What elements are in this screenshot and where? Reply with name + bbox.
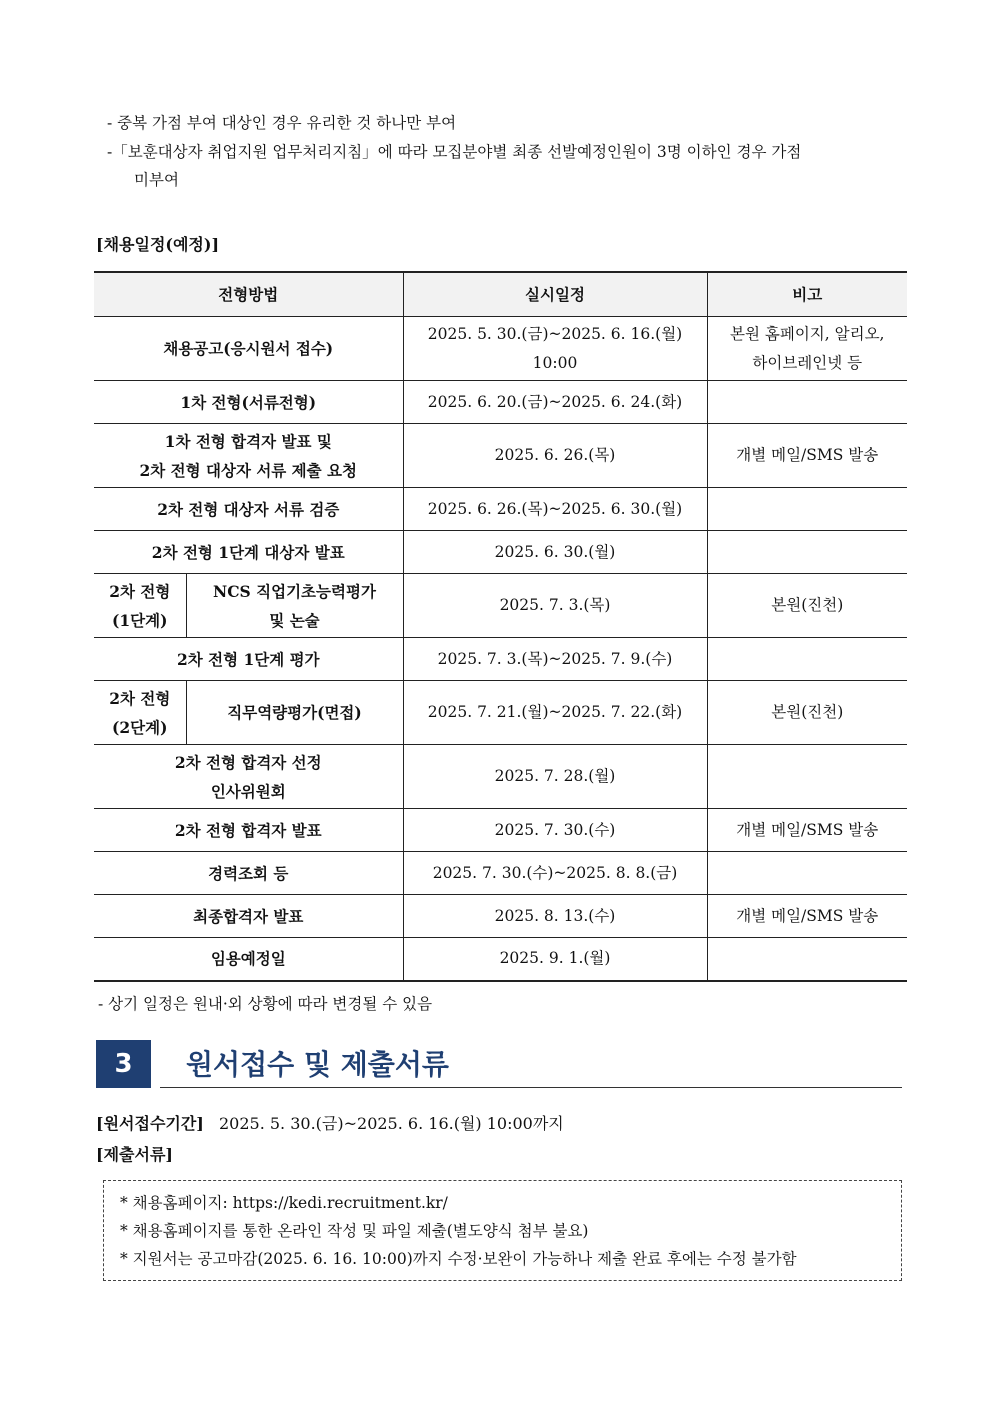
row-date: 2025. 7. 3.(목)~2025. 7. 9.(수) [403,638,707,681]
schedule-heading: [채용일정(예정)] [96,235,220,254]
row-remark [707,381,907,424]
period-label: [원서접수기간] [96,1114,204,1133]
table-row [94,317,907,381]
row-step: 1차 전형 합격자 발표 및 2차 전형 대상자 서류 제출 요청 [94,424,403,488]
row-group: 2차 전형 (1단계) [94,574,186,638]
documents-heading: [제출서류] [96,1145,173,1164]
row-step: 2차 전형 1단계 평가 [94,638,403,681]
row-step: 2차 전형 대상자 서류 검증 [94,488,403,531]
table-row [94,895,907,938]
header-remarks: 비고 [707,272,907,317]
row-remark [707,852,907,895]
table-row [94,938,907,981]
row-date: 2025. 6. 26.(목) [403,424,707,488]
schedule-footnote: - 상기 일정은 원내·외 상황에 따라 변경될 수 있음 [98,995,433,1013]
note-veterans-bonus: -「보훈대상자 취업지원 업무처리지침」에 따라 모집분야별 최종 선발예정인원이 3명 이하인 경우 가점 [107,143,802,161]
row-date: 2025. 7. 3.(목) [403,574,707,638]
header-schedule: 실시일정 [403,272,707,317]
row-date: 2025. 6. 30.(월) [403,531,707,574]
note-veterans-bonus-cont: 미부여 [134,171,179,189]
table-row [94,638,907,681]
section-title: 원서접수 및 제출서류 [186,1048,449,1081]
table-row [94,745,907,809]
row-date: 2025. 7. 21.(월)~2025. 7. 22.(화) [403,681,707,745]
row-remark [707,938,907,981]
section-number: 3 [96,1040,151,1088]
row-remark [707,531,907,574]
row-remark: 개별 메일/SMS 발송 [707,424,907,488]
section-divider [160,1087,902,1088]
row-date: 2025. 6. 20.(금)~2025. 6. 24.(화) [403,381,707,424]
info-line-deadline: * 지원서는 공고마감(2025. 6. 16. 10:00)까지 수정·보완이 가능하나 제출 완료 후에는 수정 불가함 [120,1250,797,1268]
schedule-table [94,271,907,982]
row-remark [707,745,907,809]
row-group: 2차 전형 (2단계) [94,681,186,745]
table-header-row [94,272,907,317]
table-row [94,488,907,531]
row-step: 2차 전형 1단계 대상자 발표 [94,531,403,574]
row-remark: 본원(진천) [707,681,907,745]
period-value: 2025. 5. 30.(금)~2025. 6. 16.(월) 10:00까지 [218,1114,564,1133]
row-remark: 개별 메일/SMS 발송 [707,895,907,938]
row-step: 최종합격자 발표 [94,895,403,938]
row-date: 2025. 7. 30.(수)~2025. 8. 8.(금) [403,852,707,895]
table-row [94,852,907,895]
row-date: 2025. 7. 28.(월) [403,745,707,809]
submission-info-box [103,1180,902,1281]
table-row [94,531,907,574]
table-row [94,809,907,852]
note-duplicate-bonus: - 중복 가점 부여 대상인 경우 유리한 것 하나만 부여 [107,114,457,132]
row-remark [707,638,907,681]
row-remark: 본원 홈페이지, 알리오, 하이브레인넷 등 [707,317,907,381]
row-step: 채용공고(응시원서 접수) [94,317,403,381]
row-step: 1차 전형(서류전형) [94,381,403,424]
row-remark [707,488,907,531]
row-date: 2025. 5. 30.(금)~2025. 6. 16.(월) 10:00 [403,317,707,381]
row-remark: 개별 메일/SMS 발송 [707,809,907,852]
row-substep: 직무역량평가(면접) [186,681,403,745]
row-step: 임용예정일 [94,938,403,981]
row-step: 2차 전형 합격자 발표 [94,809,403,852]
table-row [94,424,907,488]
table-row [94,574,907,638]
table-row [94,681,907,745]
row-date: 2025. 8. 13.(수) [403,895,707,938]
row-step: 경력조회 등 [94,852,403,895]
info-line-homepage: * 채용홈페이지: https://kedi.recruitment.kr/ [120,1194,448,1212]
table-row [94,381,907,424]
row-date: 2025. 7. 30.(수) [403,809,707,852]
application-period [96,1111,564,1134]
row-substep: NCS 직업기초능력평가 및 논술 [186,574,403,638]
info-line-online: * 채용홈페이지를 통한 온라인 작성 및 파일 제출(별도양식 첨부 불요) [120,1222,589,1240]
row-remark: 본원(진천) [707,574,907,638]
row-date: 2025. 6. 26.(목)~2025. 6. 30.(월) [403,488,707,531]
row-step: 2차 전형 합격자 선정 인사위원회 [94,745,403,809]
row-date: 2025. 9. 1.(월) [403,938,707,981]
header-method: 전형방법 [94,272,403,317]
